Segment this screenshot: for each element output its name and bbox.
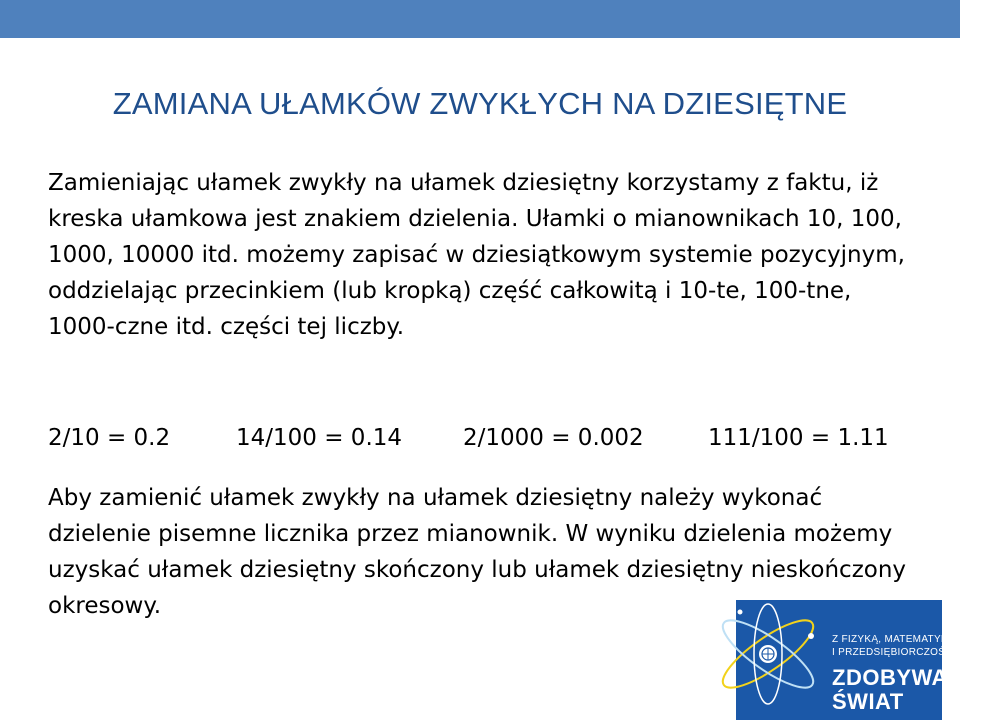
logo-text-line-3: ZDOBYWAMY — [832, 665, 982, 690]
paragraph-method: Aby zamienić ułamek zwykły na ułamek dziesiętny należy wykonać dzielenie pisemne licznika przez mianownik. W wyniku dzielenia możemy uzyskać ułamek dziesiętny skończony lub ułamek dziesiętny nieskończony okresowy. — [48, 485, 907, 619]
top-accent-bar — [0, 0, 960, 38]
slide-title: ZAMIANA UŁAMKÓW ZWYKŁYCH NA DZIESIĘTNE — [112, 86, 848, 121]
project-logo — [712, 592, 982, 720]
logo-text-line-4: ŚWIAT — [832, 689, 904, 714]
example-4: 111/100 = 1.11 — [708, 425, 889, 451]
example-3: 2/1000 = 0.002 — [463, 425, 644, 451]
logo-text-line-2: I PRZEDSIĘBIORCZOŚCIĄ — [832, 647, 963, 658]
logo-text-line-1: Z FIZYKĄ, MATEMATYKĄ — [832, 634, 955, 645]
example-2: 14/100 = 0.14 — [236, 425, 403, 451]
example-1: 2/10 = 0.2 — [48, 425, 171, 451]
paragraph-intro: Zamieniając ułamek zwykły na ułamek dziesiętny korzystamy z faktu, iż kreska ułamkowa jest znakiem dzielenia. Ułamki o mianownikach 10, 100, 1000, 10000 itd. możemy zapisać w dziesiątkowym systemie pozycyjnym, oddzielając przecinkiem (lub kropką) część całkowitą i 10-te, 100-tne, 1000-czne itd. części tej liczby. — [48, 170, 905, 340]
